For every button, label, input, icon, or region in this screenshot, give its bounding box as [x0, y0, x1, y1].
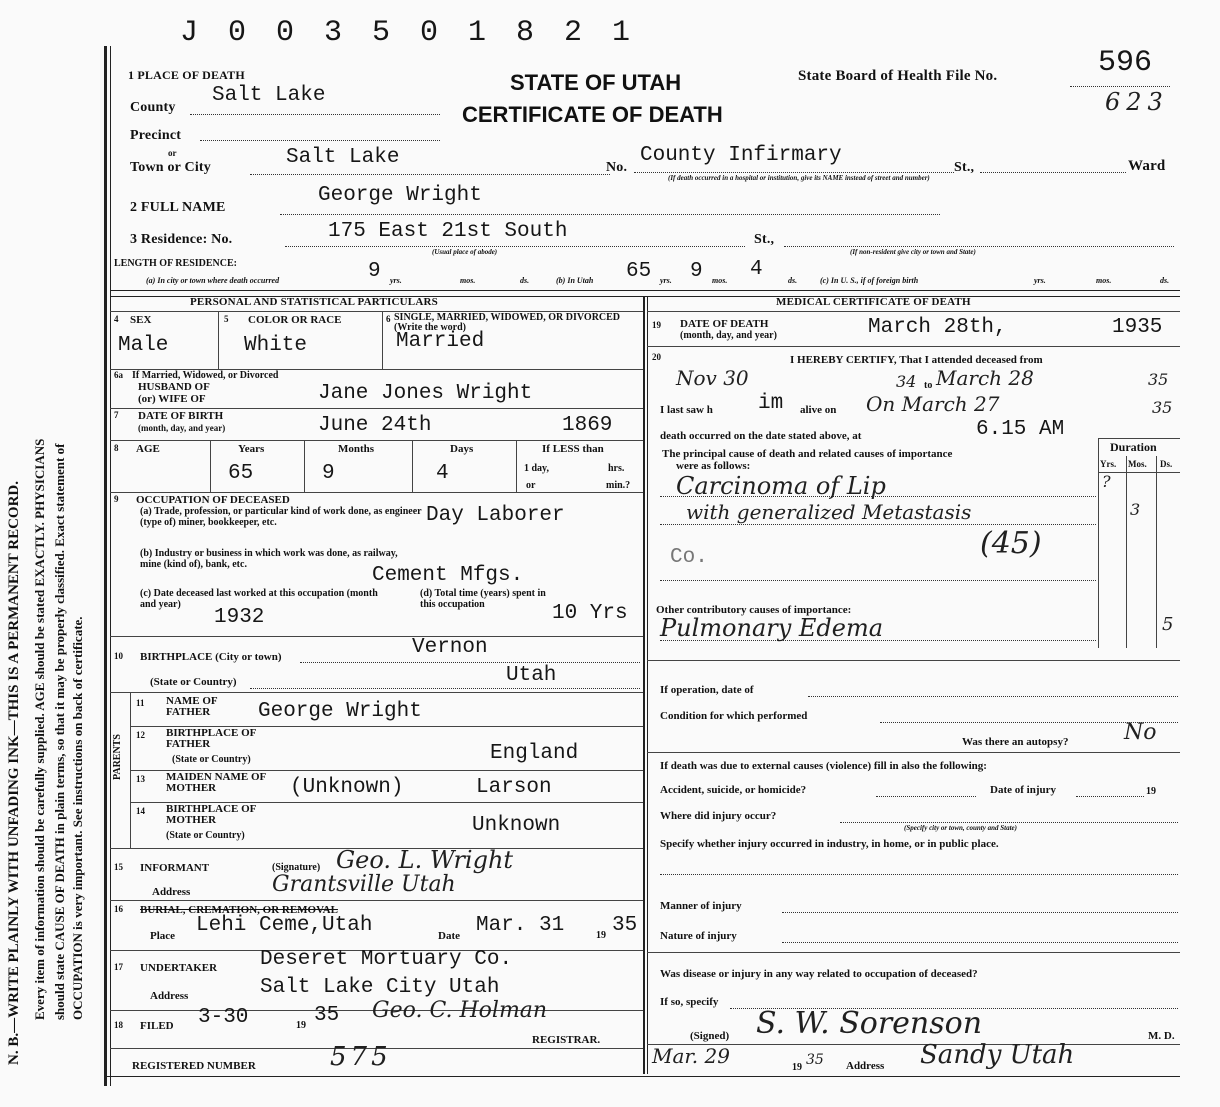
if-so-label: If so, specify — [660, 996, 719, 1008]
filed-number: 18 — [114, 1020, 123, 1030]
attended-to-date: March 28 — [936, 366, 1034, 390]
filed-year: 35 — [314, 1004, 340, 1027]
single-number: 6 — [386, 314, 391, 324]
specify-injury-label: Specify whether injury occurred in industry, in home, or in public place. — [660, 838, 999, 850]
less-than-label: If LESS than — [542, 443, 604, 455]
mother-birthplace-number: 14 — [136, 806, 145, 816]
filed-year-prefix: 19 — [296, 1020, 306, 1031]
margin-note-2: Every item of information should be carefully supplied. AGE should be stated EXACTLY. PHYSICIANS — [32, 438, 47, 1020]
serial-number: J 0 0 3 5 0 1 8 2 1 — [180, 16, 637, 50]
external-label: If death was due to external causes (violence) fill in also the following: — [660, 760, 987, 772]
to-label: to — [924, 380, 933, 391]
st-label: St., — [954, 160, 975, 175]
mother-label: MAIDEN NAME OF MOTHER — [166, 771, 266, 794]
place-of-death-label: 1 PLACE OF DEATH — [128, 68, 245, 82]
birthplace-number: 10 — [114, 651, 123, 661]
cause-code: (45) — [980, 526, 1042, 561]
registered-number: 575 — [330, 1042, 392, 1072]
burial-date-value: Mar. 31 — [476, 914, 565, 937]
full-name-value: George Wright — [318, 184, 482, 207]
attended-to-year: 35 — [1148, 370, 1169, 389]
accident-label: Accident, suicide, or homicide? — [660, 784, 807, 796]
attended-from-date: Nov 30 — [676, 366, 749, 390]
spouse-label-2: HUSBAND OF — [138, 381, 210, 393]
certificate-title: CERTIFICATE OF DEATH — [462, 102, 723, 127]
injury-date-label: Date of injury — [990, 784, 1056, 796]
last-saw-year: 35 — [1152, 398, 1173, 417]
occupation-d-label: (d) Total time (years) spent in this occupation — [420, 588, 546, 610]
center-divider-2 — [647, 296, 648, 1074]
age-years: 65 — [228, 462, 254, 485]
length-a-label: (a) In city or town where death occurred — [146, 276, 280, 285]
physician-date: Mar. 29 — [652, 1044, 730, 1068]
industry-stamp: Co. — [670, 546, 708, 569]
length-b-label: (b) In Utah — [556, 276, 594, 285]
dob-date: June 24th — [318, 414, 432, 437]
mother-number: 13 — [136, 774, 145, 784]
condition-label: Condition for which performed — [660, 710, 808, 722]
duration-label: Duration — [1110, 440, 1157, 454]
certify-number: 20 — [652, 352, 661, 362]
filed-date: 3-30 — [198, 1006, 249, 1029]
cause-label-2: were as follows: — [676, 460, 751, 472]
duration-ds-label: Ds. — [1160, 459, 1173, 469]
occupation-a-label: (a) Trade, profession, or particular kind of work done, as engineer (type of) miner, bookkeeper, etc. — [140, 506, 422, 528]
where-injury-label: Where did injury occur? — [660, 810, 777, 822]
length-b-days: 4 — [750, 258, 763, 281]
medical-header: MEDICAL CERTIFICATE OF DEATH — [776, 296, 971, 308]
dod-number: 19 — [652, 320, 661, 330]
one-day-label: 1 day, — [524, 463, 550, 474]
hrs-label: hrs. — [608, 463, 625, 474]
dob-label: DATE OF BIRTH — [138, 410, 224, 422]
single-value: Married — [396, 330, 485, 353]
occupation-c-label: (c) Date deceased last worked at this occupation (month and year) — [140, 588, 378, 610]
inner-left-border — [110, 46, 111, 1086]
duration-mos-label: Mos. — [1128, 459, 1147, 469]
last-saw-him: im — [758, 392, 784, 415]
operation-label: If operation, date of — [660, 684, 754, 696]
industry-value: Cement Mfgs. — [372, 564, 524, 587]
file-number-label: State Board of Health File No. — [798, 68, 998, 84]
place-note: (If death occurred in a hospital or institution, give its NAME instead of street and number) — [668, 174, 930, 182]
bottom-border — [104, 1076, 1180, 1077]
dod-label: DATE OF DEATH — [680, 318, 769, 330]
informant-label: INFORMANT — [140, 862, 210, 874]
last-saw-date: On March 27 — [866, 392, 1000, 416]
years-label: Years — [238, 443, 265, 455]
margin-note-3: should state CAUSE OF DEATH in plain terms, so that it may be properly classified. Exact statement of — [52, 443, 67, 1020]
spouse-label-3: (or) WIFE OF — [138, 393, 206, 405]
physician-year: 35 — [806, 1052, 824, 1068]
informant-signature: Geo. L. Wright — [336, 846, 514, 874]
town-label: Town or City — [130, 160, 211, 175]
undertaker-number: 17 — [114, 962, 123, 972]
length-c-label: (c) In U. S., if of foreign birth — [820, 276, 919, 285]
full-name-label: 2 FULL NAME — [130, 200, 226, 215]
file-number-2: 623 — [1105, 88, 1169, 116]
last-worked-value: 1932 — [214, 606, 265, 629]
occupation-value: Day Laborer — [426, 504, 565, 527]
color-number: 5 — [224, 314, 229, 324]
filed-label: FILED — [140, 1020, 174, 1032]
father-number: 11 — [136, 698, 145, 708]
ward-label: Ward — [1128, 158, 1166, 174]
residence-value: 175 East 21st South — [328, 220, 568, 243]
cause-2: with generalized Metastasis — [686, 500, 972, 524]
usual-abode-note: (Usual place of abode) — [432, 248, 498, 256]
length-label: LENGTH OF RESIDENCE: — [114, 258, 237, 269]
where-injury-sub: (Specify city or town, county and State) — [904, 824, 1017, 832]
no-label: No. — [606, 160, 628, 175]
total-time-value: 10 Yrs — [552, 602, 628, 625]
mother-birthplace-label: BIRTHPLACE OF MOTHER — [166, 803, 256, 826]
length-divider — [110, 290, 1180, 291]
spouse-value: Jane Jones Wright — [318, 382, 533, 405]
age-label: AGE — [136, 443, 160, 455]
burial-label: BURIAL, CREMATION, OR REMOVAL — [140, 904, 338, 916]
spouse-label-1: If Married, Widowed, or Divorced — [132, 370, 279, 381]
cause-1-duration: ? — [1102, 472, 1111, 491]
center-divider — [643, 296, 645, 1074]
registrar-signature: Geo. C. Holman — [372, 998, 548, 1023]
dob-number: 7 — [114, 410, 119, 420]
state-title: STATE OF UTAH — [510, 70, 682, 95]
length-a-mos-label: mos. — [460, 276, 476, 285]
mother-birthplace-value: Unknown — [472, 814, 561, 837]
spouse-number: 6a — [114, 370, 123, 380]
age-number: 8 — [114, 443, 119, 453]
alive-on-label: alive on — [800, 404, 837, 416]
birthplace-state: Utah — [506, 664, 557, 687]
or-label: or — [168, 148, 177, 158]
dod-sub: (month, day, and year) — [680, 330, 777, 341]
death-time: 6.15 AM — [976, 418, 1065, 441]
length-b-months: 9 — [690, 260, 703, 283]
last-saw-label: I last saw h — [660, 404, 713, 416]
dob-sub: (month, day, and year) — [138, 423, 226, 433]
length-a-ds-label: ds. — [520, 276, 530, 285]
color-label: COLOR OR RACE — [248, 314, 342, 326]
days-label: Days — [450, 443, 474, 455]
margin-note-4: OCCUPATION is very important. See instructions on back of certificate. — [70, 616, 85, 1020]
physician-signature: S. W. Sorenson — [756, 1006, 983, 1041]
nature-label: Nature of injury — [660, 930, 737, 942]
length-b-mos-label: mos. — [712, 276, 728, 285]
occupation-label: OCCUPATION OF DECEASED — [136, 494, 290, 506]
months-label: Months — [338, 443, 375, 455]
informant-address-label: Address — [152, 886, 191, 898]
contributory-cause: Pulmonary Edema — [660, 614, 884, 642]
father-birthplace-label: BIRTHPLACE OF FATHER — [166, 727, 256, 750]
autopsy-label: Was there an autopsy? — [962, 736, 1069, 748]
contributory-label: Other contributory causes of importance: — [656, 604, 852, 616]
burial-number: 16 — [114, 904, 123, 914]
father-birthplace-number: 12 — [136, 730, 145, 740]
md-label: M. D. — [1148, 1030, 1175, 1042]
cause-1: Carcinoma of Lip — [676, 472, 886, 500]
sex-label: SEX — [130, 314, 152, 326]
injury-year-prefix: 19 — [1146, 786, 1156, 797]
death-occurred-label: death occurred on the date stated above, at — [660, 430, 862, 442]
undertaker-label: UNDERTAKER — [140, 962, 218, 974]
dod-year: 1935 — [1112, 316, 1163, 339]
signature-label: (Signature) — [272, 862, 321, 873]
physician-year-prefix: 19 — [792, 1062, 802, 1073]
mother-value-a: (Unknown) — [290, 776, 404, 799]
father-birthplace-sub: (State or Country) — [172, 754, 251, 765]
parents-label: PARENTS — [112, 734, 123, 780]
undertaker-address: Salt Lake City Utah — [260, 976, 500, 999]
contributory-duration: 5 — [1162, 614, 1174, 635]
undertaker-value: Deseret Mortuary Co. — [260, 948, 513, 971]
father-birthplace-value: England — [490, 742, 579, 765]
informant-address: Grantsville Utah — [272, 872, 456, 897]
manner-label: Manner of injury — [660, 900, 742, 912]
signed-label: (Signed) — [690, 1030, 730, 1042]
cause-2-duration: 3 — [1130, 500, 1141, 519]
registered-number-label: REGISTERED NUMBER — [132, 1060, 256, 1072]
sex-number: 4 — [114, 314, 119, 324]
certify-label: I HEREBY CERTIFY, That I attended deceased from — [790, 354, 1043, 366]
residence-st-label: St., — [754, 232, 775, 247]
length-a-yrs-label: yrs. — [390, 276, 402, 285]
physician-address-label: Address — [846, 1060, 885, 1072]
birthplace-city: Vernon — [412, 636, 488, 659]
county-value: Salt Lake — [212, 84, 326, 107]
color-value: White — [244, 334, 308, 357]
length-b-yrs-label: yrs. — [660, 276, 672, 285]
length-a-years: 9 — [368, 260, 381, 283]
mother-value-b: Larson — [476, 776, 552, 799]
burial-year-value: 35 — [612, 914, 638, 937]
burial-year-prefix: 19 — [596, 930, 606, 941]
sex-value: Male — [118, 334, 169, 357]
place-no-value: County Infirmary — [640, 144, 842, 167]
dob-year: 1869 — [562, 414, 613, 437]
town-value: Salt Lake — [286, 146, 400, 169]
length-b-ds-label: ds. — [788, 276, 798, 285]
cause-label-1: The principal cause of death and related causes of importance — [662, 448, 953, 460]
burial-date-label: Date — [438, 930, 460, 942]
burial-place-value: Lehi Ceme,Utah — [196, 914, 373, 937]
length-c-mos-label: mos. — [1096, 276, 1112, 285]
single-label: SINGLE, MARRIED, WIDOWED, OR DIVORCED (Write the word) — [394, 312, 621, 333]
length-b-years: 65 — [626, 260, 652, 283]
birthplace-state-label: (State or Country) — [150, 676, 237, 688]
length-c-ds-label: ds. — [1160, 276, 1170, 285]
nonresident-note: (If non-resident give city or town and State) — [850, 248, 976, 256]
age-months: 9 — [322, 462, 335, 485]
birthplace-label: BIRTHPLACE (City or town) — [140, 651, 282, 663]
occupation-b-label: (b) Industry or business in which work was done, as railway, mine (kind of), bank, etc. — [140, 548, 398, 570]
or-age-label: or — [526, 480, 536, 491]
father-value: George Wright — [258, 700, 422, 723]
precinct-label: Precinct — [130, 128, 182, 143]
dod-date: March 28th, — [868, 316, 1007, 339]
length-c-yrs-label: yrs. — [1034, 276, 1046, 285]
undertaker-address-label: Address — [150, 990, 189, 1002]
file-number: 596 — [1098, 46, 1153, 80]
age-days: 4 — [436, 462, 449, 485]
burial-place-label: Place — [150, 930, 176, 942]
father-label: NAME OF FATHER — [166, 695, 218, 718]
personal-header: PERSONAL AND STATISTICAL PARTICULARS — [190, 296, 438, 308]
related-label: Was disease or injury in any way related to occupation of deceased? — [660, 968, 978, 980]
registrar-label: REGISTRAR. — [532, 1034, 601, 1046]
informant-number: 15 — [114, 862, 123, 872]
duration-yrs-label: Yrs. — [1100, 459, 1117, 469]
mother-birthplace-sub: (State or Country) — [166, 830, 245, 841]
county-label: County — [130, 100, 176, 115]
outer-left-border — [104, 46, 107, 1086]
min-label: min.? — [606, 480, 631, 491]
attended-from-year: 34 — [896, 372, 917, 391]
autopsy-value: No — [1124, 720, 1157, 745]
occupation-number: 9 — [114, 494, 119, 504]
physician-address: Sandy Utah — [920, 1040, 1075, 1070]
margin-note-1: N. B.—WRITE PLAINLY WITH UNFADING INK—THIS IS A PERMANENT RECORD. — [6, 481, 22, 1065]
residence-label: 3 Residence: No. — [130, 232, 233, 247]
